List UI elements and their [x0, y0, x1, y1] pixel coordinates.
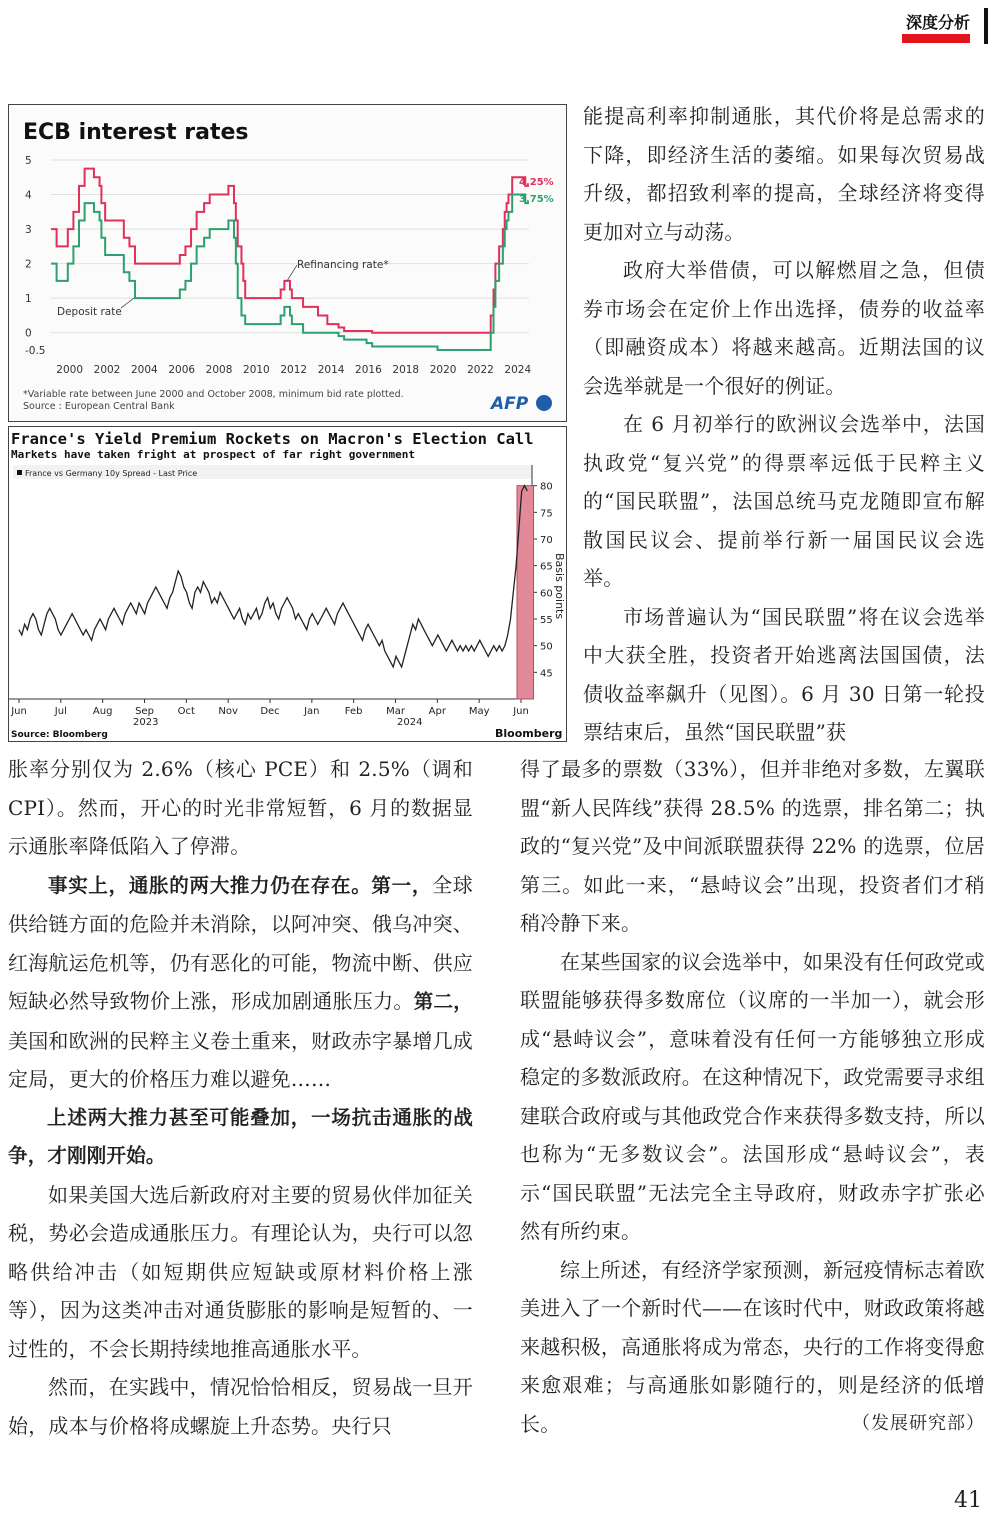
- x-tick-label: May: [468, 706, 490, 717]
- section-accent-bar: [902, 34, 970, 43]
- y-tick-label: 55: [540, 615, 553, 626]
- legend-label: France vs Germany 10y Spread - Last Price: [25, 469, 198, 478]
- x-tick-label: 2022: [467, 364, 494, 376]
- paragraph-text: 综上所述，有经济学家预测，新冠疫情标志着欧美进入了一个新时代——在该时代中，财政政策将越来越积极，高通胀将成为常态，央行的工作将变得愈来愈艰难；与高通胀如影随行的，则是经济的低增长。: [520, 1257, 985, 1436]
- bold-lead: 第二，: [413, 990, 473, 1013]
- ecb-chart: [9, 105, 566, 421]
- y-tick-label: 1: [25, 293, 32, 306]
- y-tick-label: 3: [25, 224, 32, 237]
- paragraph-text: 美国和欧洲的民粹主义卷土重来，财政赤字暴增几成定局，更大的价格压力难以避免……: [8, 1028, 473, 1091]
- x-tick-label: Apr: [428, 706, 446, 717]
- x-tick-label: 2014: [317, 364, 345, 376]
- right-column-top: [583, 97, 985, 752]
- x-tick-label: Dec: [260, 706, 280, 717]
- legend-swatch: [17, 470, 22, 475]
- paragraph: 在 6 月初举行的欧洲议会选举中，法国执政党“复兴党”的得票率远低于民粹主义的“国民联盟”，法国总统马克龙随即宣布解散国民议会、提前举行新一届国民议会选举。: [583, 412, 985, 590]
- paragraph: 能提高利率抑制通胀，其代价将是总需求的下降，即经济生活的萎缩。如果每次贸易战升级，都招致利率的提高，全球经济将变得更加对立与动荡。: [583, 104, 985, 244]
- refi-rate-annotation: Refinancing rate*: [297, 259, 389, 271]
- x-tick-label: 2010: [243, 364, 270, 376]
- page-number: 41: [954, 1488, 982, 1513]
- spread-chart-subtitle: Markets have taken fright at prospect of far right government: [11, 448, 415, 461]
- spread-chart-figure: [8, 426, 567, 742]
- paragraph: 然而，在实践中，情况恰恰相反，贸易战一旦开始，成本与价格将成螺旋上升态势。央行只: [8, 1375, 473, 1438]
- x-tick-label: Sep: [135, 706, 154, 717]
- paragraph: 政府大举借债，可以解燃眉之急，但债券市场会在定价上作出选择，债券的收益率（即融资成本）将越来越高。近期法国的议会选举就是一个很好的例证。: [583, 258, 985, 398]
- y-tick-label: 65: [540, 561, 553, 573]
- deposit-end-label: 3.75%: [519, 194, 554, 205]
- y-tick-label: 70: [540, 535, 553, 546]
- y-tick-label: 5: [25, 155, 32, 167]
- y-tick-label: 4: [25, 189, 32, 202]
- x-tick-label: 2012: [280, 364, 308, 376]
- x-tick-label: 2018: [392, 364, 420, 376]
- x-tick-label: 2006: [168, 364, 196, 376]
- x-tick-label: Aug: [92, 706, 113, 717]
- spread-ylabel: Basis points: [553, 553, 566, 620]
- x-tick-label: 2016: [355, 364, 382, 376]
- bold-lead: 事实上，通胀的两大推力仍在存在。第一，: [48, 873, 433, 897]
- y-tick-label: 2: [25, 258, 32, 271]
- left-column: [8, 750, 473, 1445]
- x-tick-label: Mar: [386, 706, 405, 717]
- y-tick-label: 50: [540, 641, 553, 653]
- ecb-source: Source : European Central Bank: [23, 401, 175, 412]
- afp-logo: AFP: [491, 394, 529, 414]
- x-tick-label: Jan: [304, 706, 320, 717]
- paragraph: 胀率分别仅为 2.6%（核心 PCE）和 2.5%（调和 CPI）。然而，开心的时光非常短暂，6 月的数据显示通胀率降低陷入了停滞。: [8, 757, 473, 858]
- y-tick-label: 0: [25, 327, 32, 340]
- year-label-2024: 2024: [397, 717, 423, 728]
- header-rule: [984, 8, 988, 44]
- paragraph: 如果美国大选后新政府对主要的贸易伙伴加征关税，势必会造成通胀压力。有理论认为，央行可以忽略供给冲击（如短期供应短缺或原材料价格上涨等），因为这类冲击对通货膨胀的影响是短暂的、一过性的，不会长期持续地推高通胀水平。: [8, 1182, 473, 1361]
- x-tick-label: Jun: [513, 706, 529, 717]
- spread-chart-title: France's Yield Premium Rockets on Macron's Election Call: [11, 430, 534, 448]
- x-tick-label: 2020: [429, 364, 457, 376]
- bold-paragraph: 上述两大推力甚至可能叠加，一场抗击通胀的战争，才刚刚开始。: [8, 1105, 473, 1167]
- deposit-rate-annotation: Deposit rate: [57, 306, 122, 318]
- paragraph: [520, 1251, 985, 1444]
- paragraph: 市场普遍认为“国民联盟”将在议会选举中大获全胜，投资者开始逃离法国国债，法债收益率飙升（见图）。6 月 30 日第一轮投票结束后，虽然“国民联盟”获: [583, 604, 985, 744]
- x-tick-label: 2000: [56, 364, 84, 376]
- x-tick-label: 2002: [93, 364, 121, 376]
- y-tick-label: 45: [540, 668, 553, 680]
- x-tick-label: 2004: [130, 364, 158, 376]
- y-tick-label: 60: [540, 588, 553, 600]
- x-tick-label: Jun: [11, 706, 27, 717]
- ecb-footnote: *Variable rate between June 2000 and October 2008, minimum bid rate plotted.: [23, 389, 404, 400]
- paragraph: [8, 866, 473, 1099]
- bloomberg-logo: Bloomberg: [495, 727, 563, 740]
- year-label-2023: 2023: [133, 717, 159, 728]
- x-tick-label: Jul: [54, 706, 67, 717]
- paragraph: 得了最多的票数（33%），但并非绝对多数，左翼联盟“新人民阵线”获得 28.5% 的选票，排名第二；执政的“复兴党”及中间派联盟获得 22% 的选票，位居第三。如此一来，“悬峙议会”出现，投资者们才稍稍冷静下来。: [520, 757, 985, 935]
- spread-source: Source: Bloomberg: [11, 730, 108, 740]
- y-tick-label: 80: [540, 481, 553, 493]
- afp-logo-mark: [536, 395, 552, 411]
- paragraph-text: 全球供给链方面的危险并未消除，以阿冲突、俄乌冲突、红海航运危机等，仍有恶化的可能，物流中断、供应短缺必然导致物价上涨，形成加剧通胀压力。: [8, 872, 473, 1013]
- x-tick-label: 2008: [205, 364, 233, 376]
- x-tick-label: 2024: [504, 364, 532, 376]
- ecb-chart-figure: [8, 104, 567, 422]
- x-tick-label: Oct: [177, 706, 195, 717]
- right-column-bottom: [520, 750, 985, 1443]
- x-tick-label: Nov: [218, 706, 238, 717]
- x-tick-label: Feb: [344, 706, 363, 717]
- refi-end-label: 4.25%: [519, 177, 554, 188]
- paragraph: 在某些国家的议会选举中，如果没有任何政党或联盟能够获得多数席位（议席的一半加一），就会形成“悬峙议会”，意味着没有任何一方能够独立形成稳定的多数派政府。在这种情况下，政党需要寻求组建联合政府或与其他政党合作来获得多数支持，所以也称为“无多数议会”。法国形成“悬峙议会”，表示“国民联盟”无法完全主导政府，财政赤字扩张必然有所约束。: [520, 949, 985, 1243]
- section-label: 深度分析: [905, 13, 970, 32]
- y-tick-label: -0.5: [25, 345, 46, 357]
- department-signature: （发展研究部）: [852, 1412, 985, 1434]
- y-tick-label: 75: [540, 508, 553, 520]
- spread-chart: [9, 427, 566, 741]
- ecb-chart-title: ECB interest rates: [23, 120, 249, 145]
